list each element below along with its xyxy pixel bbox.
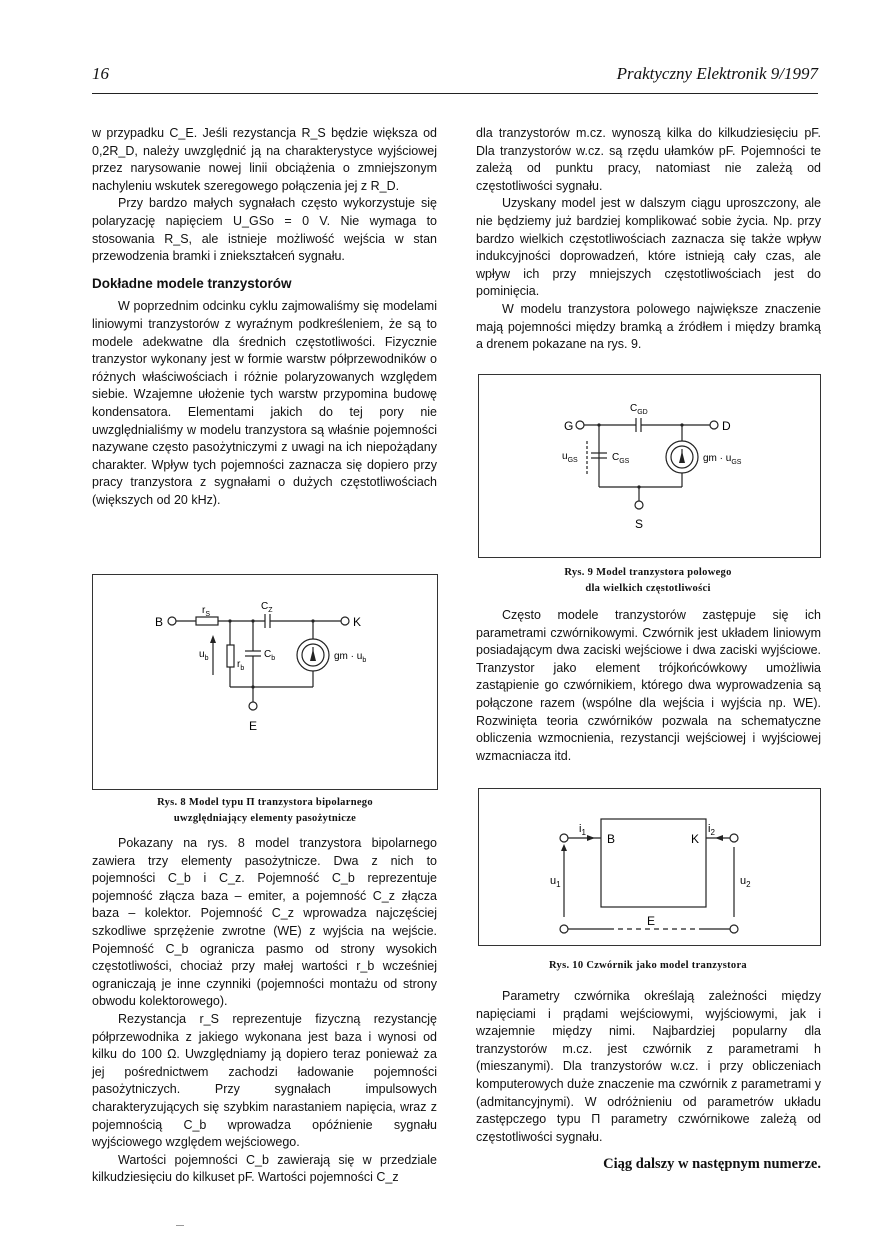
terminal-in-top [560,834,568,842]
terminal-b [168,617,176,625]
label-e: E [647,914,656,928]
label-k: K [691,832,700,846]
right-column [476,125,821,354]
right-column-lower [476,988,821,1174]
figure-8-circuit [93,575,437,789]
paragraph: dla tranzystorów m.cz. wynoszą kilka do kilkudziesięciu pF. Dla tranzystorów w.cz. są rzędu ułamków pF. Pojemności te zależą od punktu pracy, natomiast nie zależą od częstotliwości sygnału. [476,126,821,193]
left-column-lower [92,835,437,1187]
label-cgs: $C_{GS}$ [612,452,630,465]
terminal-k [341,617,349,625]
journal-title: Praktyczny Elektronik 9/1997 [616,64,818,83]
paragraph: Często modele tranzystorów zastępuje się ich parametrami czwórnikowymi. Czwórnik jest układem liniowym posiadającym dwa zaciski wejściowe i dwa zaciski wyjściowe. Tranzystor jako element trójkońcówkowy umożliwia zastąpienie go czwórnikiem, którego dwa wyprowadzenia są połączone razem (wspólne dla wejścia i wyjścia np. WE). Rozwinięta teoria czwórników pozwala na schematyczne obliczenia wzmocnienia, rezystancji wejściowej i wyjściowej wzmacniacza itd. [476,608,821,763]
label-d: D [722,419,731,433]
resistor-rb [227,645,234,667]
terminal-g [576,421,584,429]
label-gm: gm · $u_b$ [334,651,367,664]
label-i2: $i_2$ [708,823,715,837]
label-u1: $u_1$ [550,875,561,889]
paragraph: Uzyskany model jest w dalszym ciągu uproszczony, ale nie będziemy już bardziej komplikować sobie życia. Np. przy bardzo wielkich częstotliwościach zaznacza się także wpływ indukcyjności doprowadzeń, które istnieją cały czas, ale wpływ ich przy mniejszych częstotliwościach jest do pominięcia. [476,196,821,299]
label-rb: $r_b$ [237,659,245,672]
figure-8-frame [92,574,438,790]
figure-10-circuit [479,789,820,945]
label-g: G [564,419,574,433]
label-cz: $C_Z$ [261,601,273,614]
label-k: K [353,615,362,629]
caption-line: uwzględniający elementy pasożytnicze [173,813,357,824]
figure-9-circuit [479,375,820,557]
terminal-e [249,702,257,710]
footer-mark [176,1225,184,1226]
caption-line: Rys. 9 Model tranzystora polowego [564,567,732,578]
label-b: B [607,832,616,846]
paragraph: Przy bardzo małych sygnałach często wykorzystuje się polaryzację napięciem U_GSo = 0 V. Nie wymaga to stosowania R_S, ale istnieje możliwość wejścia w stan przewodzenia bramki i zniekształceń sygnału. [92,196,437,264]
figure-9-caption [476,565,820,597]
label-rs: $r_S$ [202,605,211,618]
figure-10-frame [478,788,821,946]
paragraph: Parametry czwórnika określają zależności między napięciami i prądami wejściowymi, wyjściowymi, jak i wzajemnie między nimi. Najbardziej popularny dla tranzystorów m.cz. jest czwórnik z parametrami h (mieszanymi). Dla tranzystorów w.cz. i przy obliczeniach komputerowych duże znaczenie ma czwórnik z parametrami y (admitancyjnymi). W odróżnieniu od parametrów układu zastępczego typu Π parametry czwórnikowe zależą od częstotliwości sygnału. [476,989,821,1144]
terminal-d [710,421,718,429]
resistor-rs [196,617,218,625]
left-column [92,125,437,509]
label-s: S [635,517,644,531]
paragraph: W modelu tranzystora polowego największe znaczenie mają pojemności między bramką a źródłem i między bramką a drenem pokazane na rys. 9. [476,301,821,352]
label-e: E [249,719,258,733]
figure-8-caption [92,795,438,827]
paragraph: w przypadku C_E. Jeśli rezystancja R_S będzie większa od 0,2R_D, należy uwzględnić ją na charakterystyce wyjściowej przez narysowanie nowej linii obciążenia o zmniejszonym nachyleniu wskutek szeregowego połączenia jej z R_D. [92,126,437,193]
paragraph: Rezystancja r_S reprezentuje fizyczną rezystancję półprzewodnika z jakiego wykonana jest baza i wynosi od kilku do 100 Ω. Uwzględniamy ją dopiero teraz ponieważ za jej pośrednictwem zachodzi ładowanie pojemności pasożytniczych. Przy sygnałach impulsowych charakteryzujących się szybkim narastaniem napięcia, wraz z pojemnością C_b wprowadza opóźnienie sygnału wyjściowego względem wejściowego. [92,1011,437,1150]
paragraph: Wartości pojemności C_b zawierają się w przedziale kilkudziesięciu do kilkuset pF. Wartości pojemności C_z [92,1152,437,1185]
label-ugs: $u_{GS}$ [562,451,578,464]
label-b: B [155,615,164,629]
terminal-out-bottom [730,925,738,933]
page-number: 16 [92,64,109,83]
terminal-in-bottom [560,925,568,933]
label-gm: gm · $u_{GS}$ [703,453,742,466]
label-cb: $C_b$ [264,649,276,662]
right-column-middle [476,607,821,765]
figure-10-caption [476,958,820,974]
paragraph: W poprzednim odcinku cyklu zajmowaliśmy się modelami liniowymi tranzystorów z wyraźnym podkreśleniem, że są to modele adekwatne dla średnich częstotliwości. Fizycznie tranzystor wykonany jest w formie warstw półprzewodników o różnych właściwościach i różnie polaryzowanych względem siebie. Wzajemne ułożenie tych warstw przypomina budowę kondensatora. Elementami jakich do tej pory nie uwzględnialiśmy w modelu tranzystora są właśnie pojemności nazywane często pasożytniczymi z uwagi na ich niepożądany charakter. Wpływ tych pojemności zaznacza się dopiero przy pracy tranzystora z sygnałami o dużych częstotliwościach (większych od 20 kHz). [92,299,437,507]
label-u2: $u_2$ [740,875,751,889]
terminal-s [635,501,643,509]
label-cgd: $C_{GD}$ [630,403,648,416]
caption-line: dla wielkich częstotliwości [585,583,711,594]
caption-line: Rys. 8 Model typu Π tranzystora bipolarnego [157,797,373,808]
paragraph: Pokazany na rys. 8 model tranzystora bipolarnego zawiera trzy elementy pasożytnicze. Dwa z nich to pojemności C_b i C_z. Pojemność C_b reprezentuje pojemność złącza baza – emiter, a pojemność C_z złącza baza – kolektor. Pojemność C_z wprowadza najczęściej szkodliwe sprzężenie zwrotne (WE) z wyjścia na wejście. Pojemność C_b ogranicza pasmo od strony wysokich częstotliwości, chociaż przy małej wartości r_b wcześniej ograniczają je inne czynniki (pojemności montażu od strony obwodu kolektorowego). [92,836,437,1009]
terminal-out-top [730,834,738,842]
header-rule [92,93,818,94]
label-ub: $u_b$ [199,649,209,662]
section-heading: Dokładne modele tranzystorów [92,275,292,291]
continued-note: Ciąg dalszy w następnym numerze. [603,1156,821,1173]
label-i1: $i_1$ [579,823,586,837]
figure-9-frame [478,374,821,558]
caption-line: Rys. 10 Czwórnik jako model tranzystora [549,960,747,971]
